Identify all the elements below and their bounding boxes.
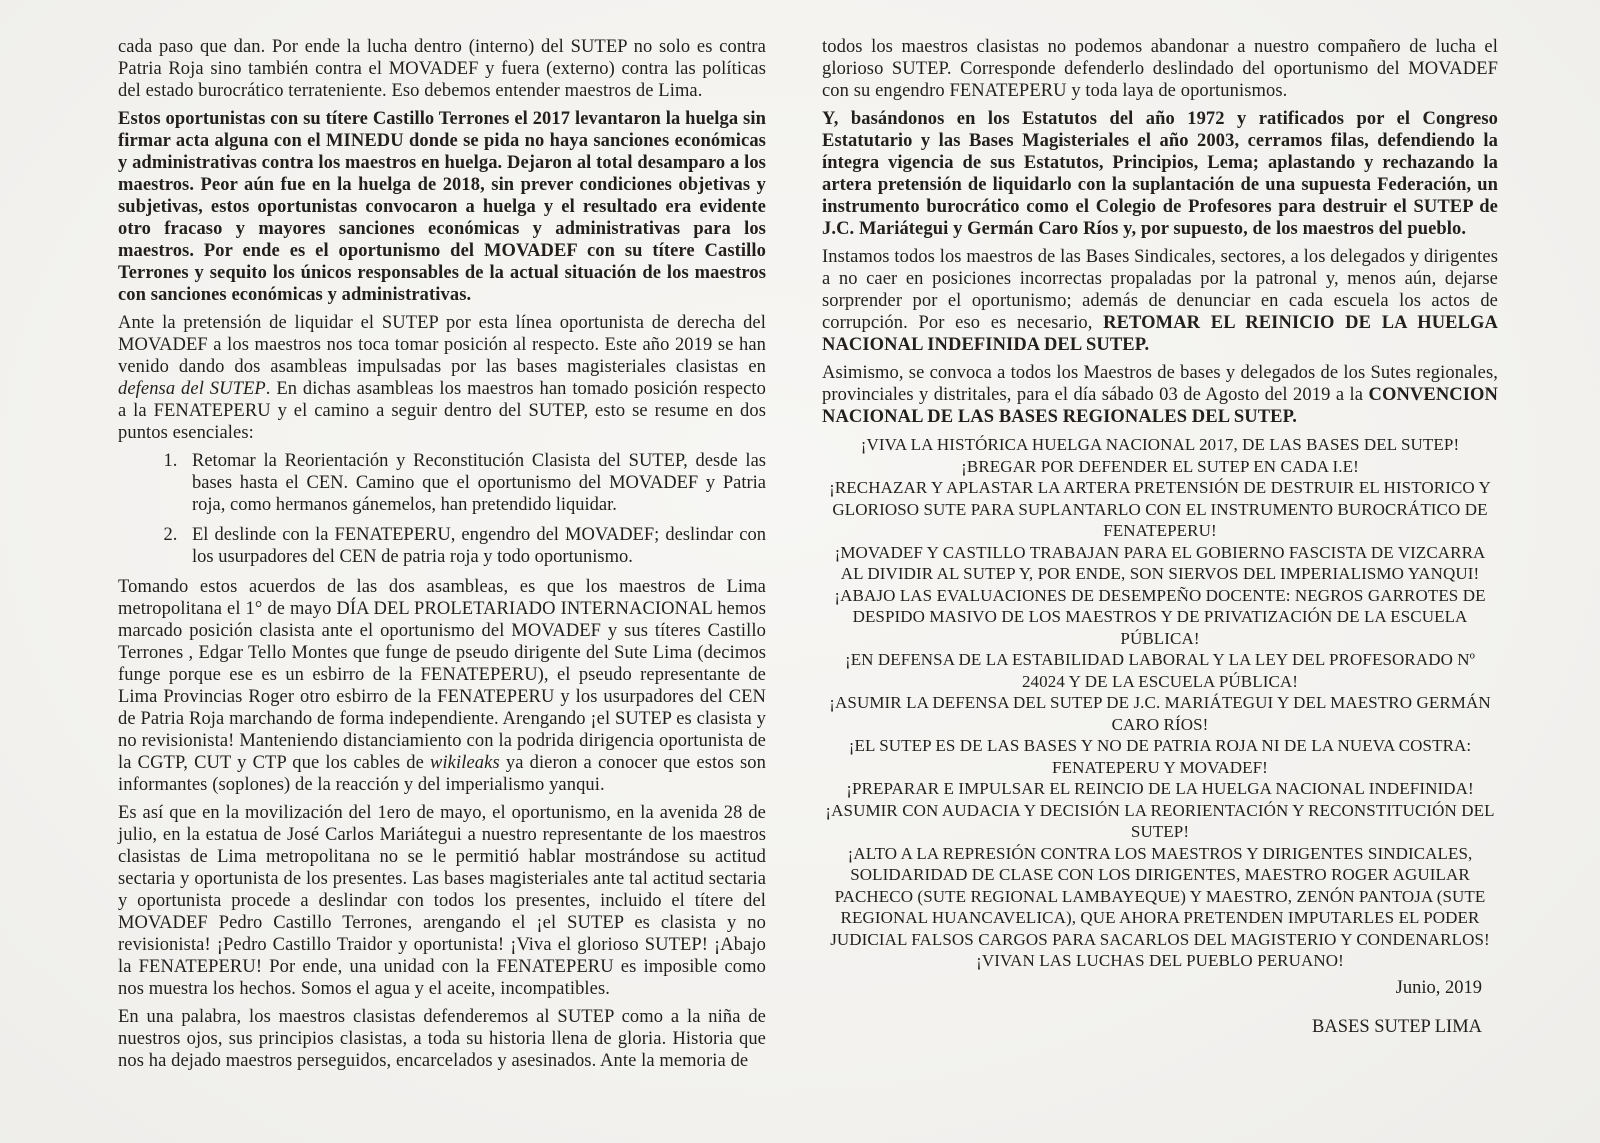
text-run: ya dieron a conocer que estos son informantes (soplones) de la reacción y del imperialismo yanqui. — [118, 753, 766, 795]
slogan-line: ¡BREGAR POR DEFENDER EL SUTEP EN CADA I.E! — [961, 456, 1359, 476]
paragraph-bold — [118, 108, 766, 306]
slogan-line: ¡VIVAN LAS LUCHAS DEL PUEBLO PERUANO! — [976, 951, 1344, 970]
slogan-line: ¡PREPARAR E IMPULSAR EL REINCIO DE LA HUELGA NACIONAL INDEFINIDA! — [846, 779, 1474, 798]
slogan-line: ¡ASUMIR CON AUDACIA Y DECISIÓN LA REORIENTACIÓN Y RECONSTITUCIÓN DEL SUTEP! — [825, 800, 1495, 841]
left-column — [118, 36, 766, 1143]
text-run: Tomando estos acuerdos de las dos asambleas, es que los maestros de Lima metropolitana el 1° de mayo DÍA DEL PROLETARIADO INTERNACIONAL hemos marcado posición clasista ante el oportunismo del MOVADEF y sus títeres Castillo Terrones , Edgar Tello Montes que funge de pseudo dirigente del Sute Lima (decimos funge porque ese es un esbirro de la FENATEPERU), el pseudo representante de Lima Provincias Roger otro esbirro de la FENATEPERU y los usurpadores del CEN de Patria Roja marchando de forma independiente. Arengando ¡el SUTEP es clasista y no revisionista! Manteniendo distanciamiento con la podrida dirigencia oportunista de la CGTP, CUT y CTP que los cables de — [118, 577, 766, 773]
text-run: Ante la pretensión de liquidar el SUTEP por esta línea oportunista de derecha del MOVADEF a los maestros nos toca tomar posición al respecto. Este año 2019 se han venido dando dos asambleas impulsadas por las bases magisteriales clasistas en — [118, 313, 766, 377]
signature: BASES SUTEP LIMA — [1312, 1016, 1482, 1037]
slogan-line: ¡EL SUTEP ES DE LAS BASES Y NO DE PATRIA ROJA NI DE LA NUEVA COSTRA: FENATEPERU Y MOVADEF! — [848, 736, 1472, 777]
paragraph — [118, 312, 766, 444]
text-run: cada paso que dan. Por ende la lucha dentro (interno) del SUTEP no solo es contra Patria Roja sino también contra el MOVADEF y fuera (externo) contra las políticas del estado burocrático terrateniente. Eso debemos entender maestros de Lima. — [118, 37, 766, 101]
numbered-list — [118, 450, 766, 568]
date-line: Junio, 2019 — [1395, 977, 1482, 998]
list-item: 1. Retomar la Reorientación y Reconstitución Clasista del SUTEP, desde las bases hasta el CEN. Camino que el oportunismo del MOVADEF y Patria roja, como hermanos gánemelos, han pretendido liquidar. — [182, 450, 766, 516]
text-run: Instamos todos los maestros de las Bases Sindicales, sectores, a los delegados y dirigentes a no caer en posiciones incorrectas propaladas por la patronal y, menos aún, dejarse sorprender por el oportunismo; además de denunciar en cada escuela los actos de corrupción. Por eso es necesario, — [822, 247, 1498, 333]
slogan-line: ¡RECHAZAR Y APLASTAR LA ARTERA PRETENSIÓN DE DESTRUIR EL HISTORICO Y GLORIOSO SUTE PARA SUPLANTARLO CON EL INSTRUMENTO BUROCRÁTICO DE FENATEPERU! — [829, 478, 1491, 540]
text-run: Es así que en la movilización del 1ero de mayo, el oportunismo, en la avenida 28 de julio, en la estatua de José Carlos Mariátegui a nuestro representante de los maestros clasistas de Lima metropolitana no se le permitió hablar mostrándose su actitud sectaria y oportunista de los presentes. Las bases magisteriales ante tal actitud sectaria y oportunista procede a deslindar con todos los presentes, incluido el títere del MOVADEF Pedro Castillo Terrones, arengando el ¡el SUTEP es clasista y no revisionista! ¡Pedro Castillo Traidor y oportunista! ¡Viva el glorioso SUTEP! ¡Abajo la FENATEPERU! Por ende, una unidad con la FENATEPERU es imposible como nos muestra los hechos. Somos el agua y el aceite, incompatibles. — [118, 803, 766, 999]
text-run: Y, basándonos en los Estatutos del año 1972 y ratificados por el Congreso Estatutario y las Bases Magisteriales el año 2003, cerramos filas, defendiendo la íntegra vigencia de sus Estatutos, Principios, Lema; aplastando y rechazando la artera pretensión de liquidarlo con la suplantación de una supuesta Federación, un instrumento burocrático como el Colegio de Profesores para destruir el SUTEP de J.C. Mariátegui y Germán Caro Ríos y, por supuesto, de los maestros del pueblo. — [822, 109, 1498, 239]
slogans-section — [822, 434, 1498, 972]
paragraph — [118, 576, 766, 796]
paragraph-bold — [822, 108, 1498, 240]
text-run: . En dichas asambleas los maestros han tomado posición respecto a la FENATEPERU y el camino a seguir dentro del SUTEP, esto se resume en dos puntos esenciales: — [118, 379, 766, 443]
right-column — [822, 36, 1498, 1143]
slogan-line: ¡ASUMIR LA DEFENSA DEL SUTEP DE J.C. MARIÁTEGUI Y DEL MAESTRO GERMÁN CARO RÍOS! — [829, 693, 1491, 734]
text-run-italic: defensa del SUTEP — [118, 379, 266, 399]
slogan-line: ¡MOVADEF Y CASTILLO TRABAJAN PARA EL GOBIERNO FASCISTA DE VIZCARRA AL DIVIDIR AL SUTEP Y, POR ENDE, SON SIERVOS DEL IMPERIALISMO YANQUI! — [834, 542, 1486, 583]
paragraph — [822, 362, 1498, 428]
paragraph-continuation — [822, 36, 1498, 102]
slogan-line: ¡ALTO A LA REPRESIÓN CONTRA LOS MAESTROS Y DIRIGENTES SINDICALES, SOLIDARIDAD DE CLASE CON LOS DIRIGENTES, MAESTRO ROGER AGUILAR PACHECO (SUTE REGIONAL LAMBAYEQUE) Y MAESTRO, ZENÓN PANTOJA (SUTE REGIONAL HUANCAVELICA), QUE AHORA PRETENDEN IMPUTARLES EL PODER JUDICIAL FALSOS CARGOS PARA SACARLOS DEL MAGISTERIO Y CONDENARLOS! — [830, 843, 1490, 949]
slogan-line: ¡VIVA LA HISTÓRICA HUELGA NACIONAL 2017, DE LAS BASES DEL SUTEP! — [860, 435, 1460, 454]
paragraph — [118, 1006, 766, 1072]
text-run: todos los maestros clasistas no podemos abandonar a nuestro compañero de lucha el glorioso SUTEP. Corresponde defenderlo deslindado del oportunismo del MOVADEF con su engendro FENATEPERU y toda laya de oportunismos. — [822, 37, 1498, 101]
text-run-bold: CONVENCION NACIONAL DE LAS BASES REGIONALES DEL SUTEP. — [822, 385, 1498, 427]
paragraph — [822, 246, 1498, 356]
slogan-line: ¡EN DEFENSA DE LA ESTABILIDAD LABORAL Y LA LEY DEL PROFESORADO Nº 24024 Y DE LA ESCUELA PÚBLICA! — [844, 650, 1476, 691]
text-run-italic: wikileaks — [430, 753, 500, 773]
text-run: Estos oportunistas con su títere Castillo Terrones el 2017 levantaron la huelga sin firmar acta alguna con el MINEDU donde se pida no haya sanciones económicas y administrativas contra los maestros en huelga. Dejaron al total desamparo a los maestros. Peor aún fue en la huelga de 2018, sin prever condiciones objetivas y subjetivas, estos oportunistas convocaron a huelga y el resultado era evidente otro fracaso y mayores sanciones económicas y administrativas para los maestros. Por ende es el oportunismo del MOVADEF con su títere Castillo Terrones y sequito los únicos responsables de la actual situación de los maestros con sanciones económicas y administrativas. — [118, 109, 766, 305]
list-item: 2. El deslinde con la FENATEPERU, engendro del MOVADEF; deslindar con los usurpadores del CEN de patria roja y todo oportunismo. — [182, 524, 766, 568]
text-run-bold: RETOMAR EL REINICIO DE LA HUELGA NACIONAL INDEFINIDA DEL SUTEP. — [822, 313, 1498, 355]
paragraph-continuation — [118, 36, 766, 102]
paragraph — [118, 802, 766, 1000]
text-run: En una palabra, los maestros clasistas defenderemos al SUTEP como a la niña de nuestros ojos, sus principios clasistas, a toda su historia llena de gloria. Historia que nos ha dejado maestros perseguidos, encarcelados y asesinados. Ante la memoria de — [118, 1007, 766, 1071]
slogan-line: ¡ABAJO LAS EVALUACIONES DE DESEMPEÑO DOCENTE: NEGROS GARROTES DE DESPIDO MASIVO DE LOS MAESTROS Y DE PRIVATIZACIÓN DE LA ESCUELA PÚBLICA! — [834, 585, 1486, 648]
text-run: Asimismo, se convoca a todos los Maestros de bases y delegados de los Sutes regionales, provinciales y distritales, para el día sábado 03 de Agosto del 2019 a la — [822, 363, 1498, 405]
